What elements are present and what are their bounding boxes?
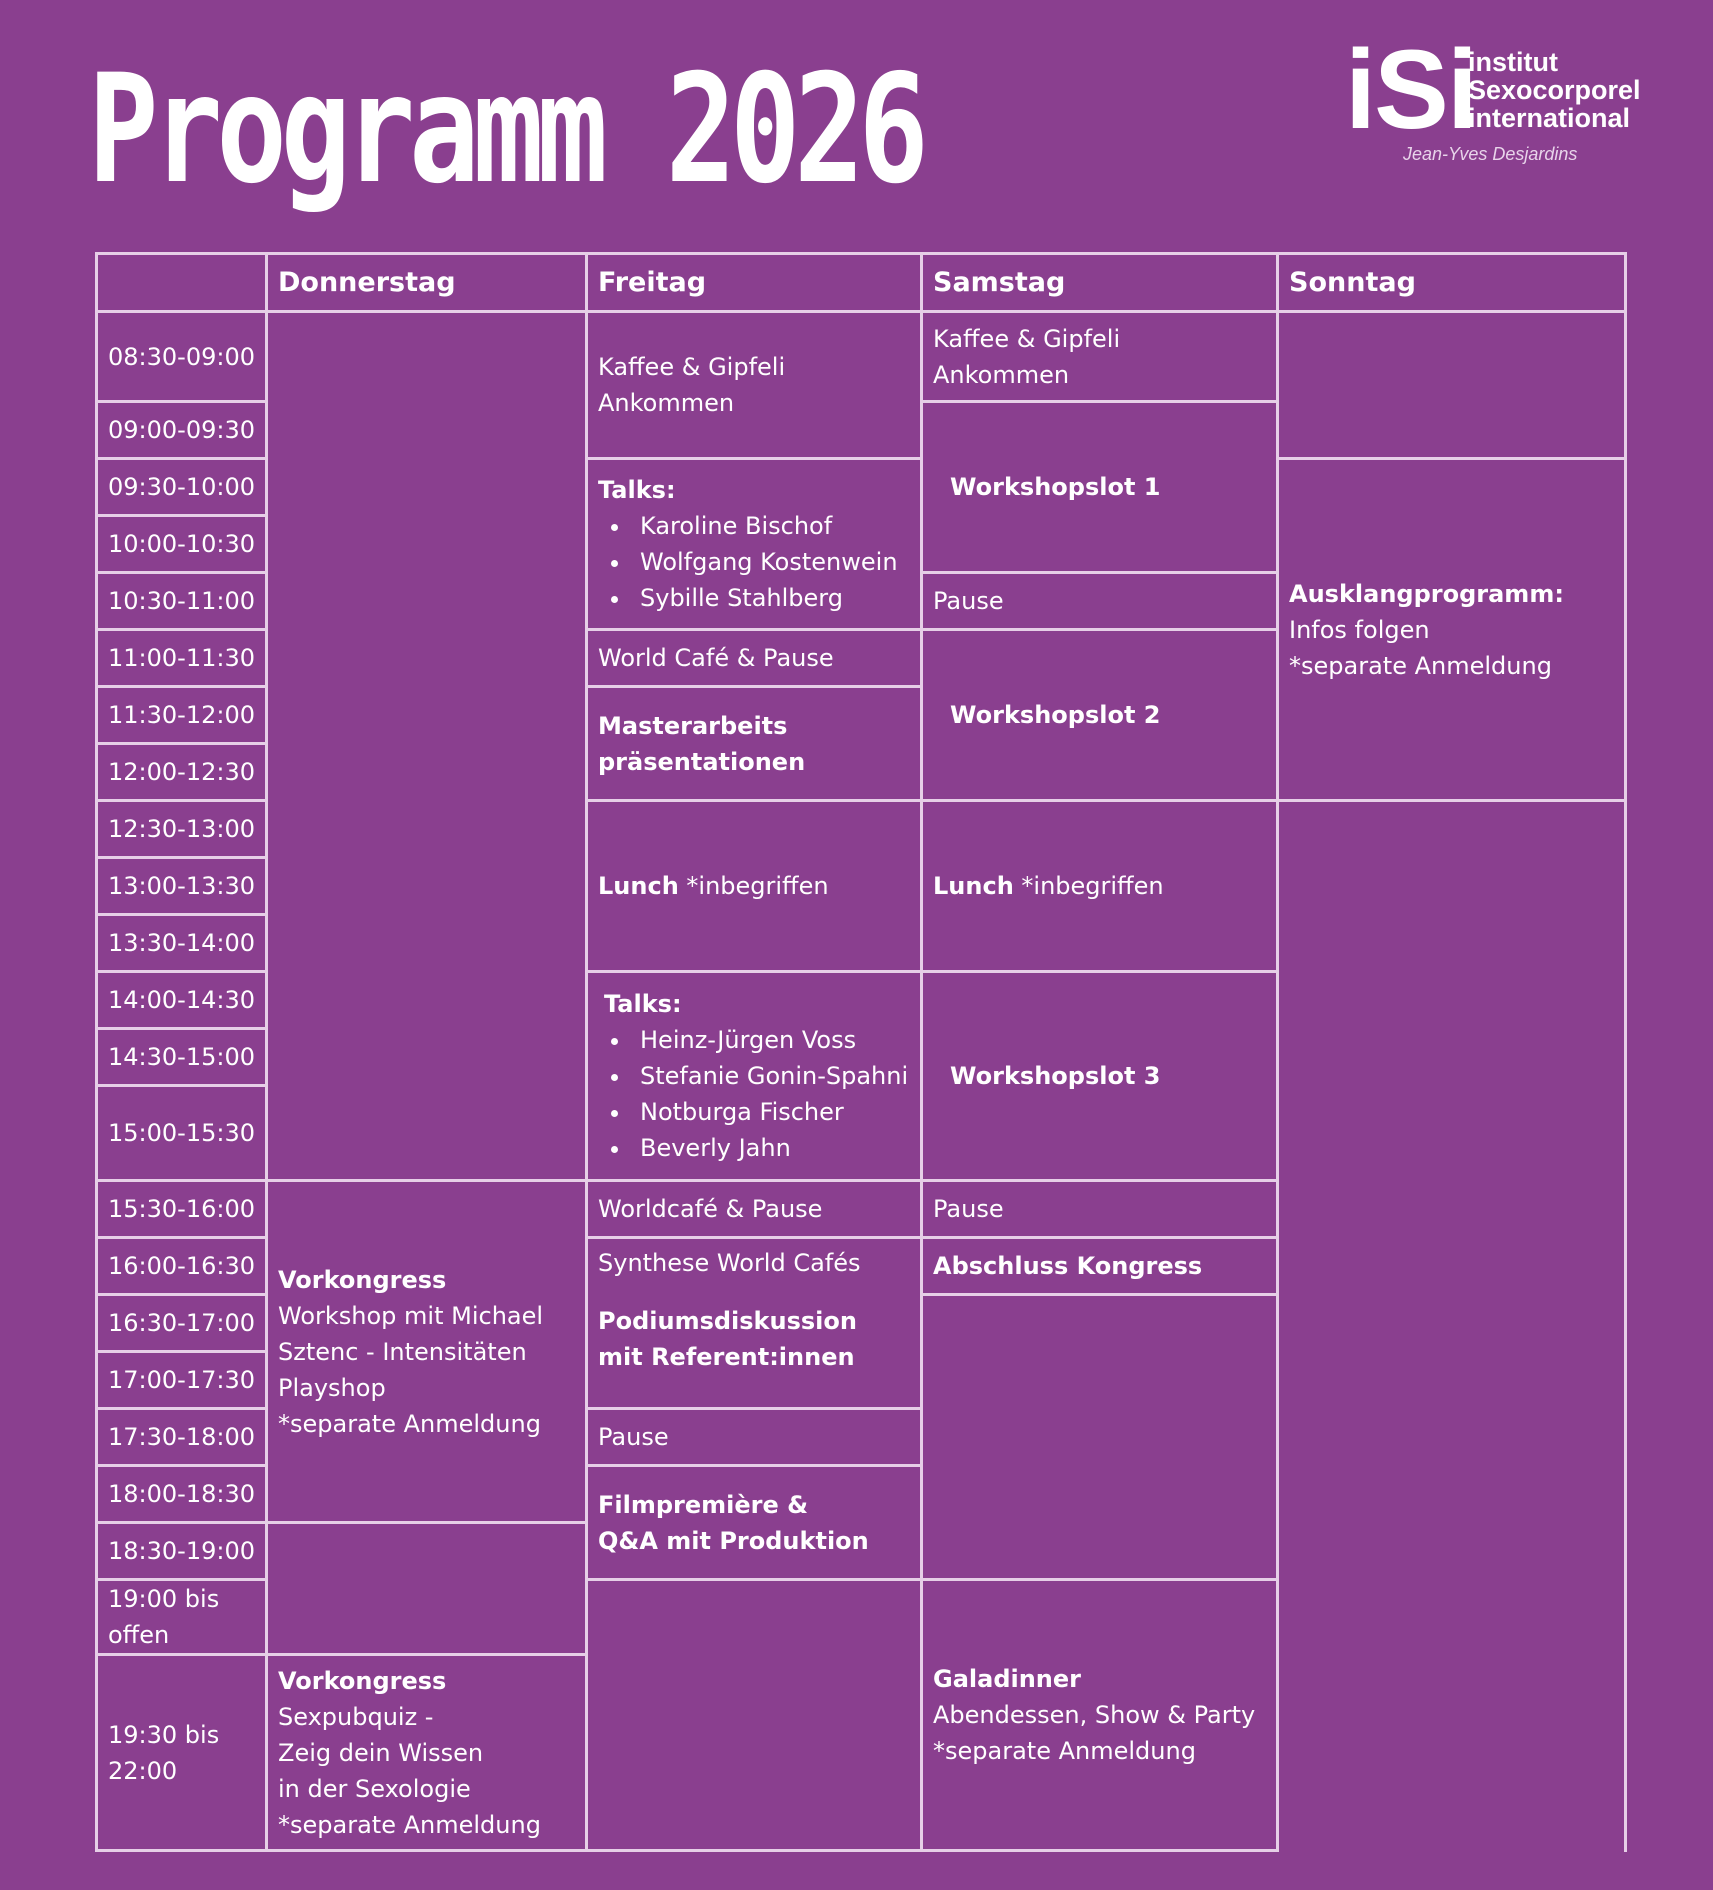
- header-row: [97, 254, 1626, 312]
- time-slot: 13:00-13:30: [97, 858, 267, 915]
- logo-line-1: institut: [1468, 47, 1558, 77]
- thursday-vorkongress-2-title: Vorkongress: [278, 1666, 447, 1695]
- saturday-gala: Galadinner Abendessen, Show & Party *separate Anmeldung: [922, 1580, 1278, 1851]
- logo-mark: iSi: [1345, 27, 1476, 152]
- time-slot: 17:00-17:30: [97, 1352, 267, 1409]
- time-slot: 18:30-19:00: [97, 1523, 267, 1580]
- saturday-lunch: Lunch *inbegriffen: [922, 801, 1278, 972]
- speaker: • Wolfgang Kostenwein: [632, 544, 910, 580]
- logo-line-3: international: [1468, 103, 1631, 133]
- time-slot: 11:00-11:30: [97, 630, 267, 687]
- schedule-table: [95, 252, 1627, 1852]
- time-slot: 13:30-14:00: [97, 915, 267, 972]
- friday-coffee: [587, 312, 922, 459]
- friday-talks-1: [587, 459, 922, 630]
- friday-lunch: Lunch *inbegriffen: [587, 801, 922, 972]
- friday-master: [587, 687, 922, 801]
- page-title: Programm 2026: [88, 43, 923, 217]
- speaker: • Beverly Jahn: [632, 1130, 910, 1166]
- saturday-empty-evening: [922, 1295, 1278, 1580]
- friday-film: [587, 1466, 922, 1580]
- time-slot: 10:30-11:00: [97, 573, 267, 630]
- friday-talks-2-title: Talks:: [604, 990, 682, 1018]
- saturday-coffee-line-1: Kaffee & Gipfeli: [933, 324, 1121, 353]
- thursday-empty-evening: [267, 1523, 587, 1655]
- isi-logo: [1345, 27, 1645, 170]
- saturday-pause-2: Pause: [922, 1181, 1278, 1238]
- speaker: • Sybille Stahlberg: [632, 580, 910, 616]
- time-column-header: [97, 254, 267, 312]
- friday-master-line-1: Masterarbeits: [598, 711, 788, 740]
- friday-coffee-line-2: Ankommen: [598, 389, 735, 417]
- saturday-coffee: [922, 312, 1278, 402]
- day-header-sunday: Sonntag: [1278, 254, 1626, 312]
- day-header-thursday: Donnerstag: [267, 254, 587, 312]
- sunday-ausklang-line-1: Infos folgen: [1289, 615, 1430, 644]
- friday-talks-1-speakers: [598, 508, 910, 616]
- time-slot: 09:30-10:00: [97, 459, 267, 516]
- time-slot: 14:30-15:00: [97, 1029, 267, 1086]
- thursday-vorkongress-2: Vorkongress Sexpubquiz - Zeig dein Wissen in der Sexologie *separate Anmeldung: [267, 1655, 587, 1851]
- friday-master-line-2: präsentationen: [598, 747, 806, 776]
- time-slot: 12:30-13:00: [97, 801, 267, 858]
- speaker: • Stefanie Gonin-Spahni: [632, 1058, 910, 1094]
- friday-pause: Pause: [587, 1409, 922, 1466]
- friday-synthese-podium: [587, 1238, 922, 1409]
- friday-synthese: Synthese World Cafés: [598, 1249, 861, 1277]
- speaker: • Heinz-Jürgen Voss: [632, 1022, 910, 1058]
- saturday-abschluss: Abschluss Kongress: [922, 1238, 1278, 1295]
- sunday-ausklang: [1278, 459, 1626, 801]
- sunday-ausklang-line-2: *separate Anmeldung: [1289, 651, 1552, 680]
- table-row: [97, 1181, 1626, 1238]
- time-slot: 16:30-17:00: [97, 1295, 267, 1352]
- speaker: • Karoline Bischof: [632, 508, 910, 544]
- time-slot: 15:30-16:00: [97, 1181, 267, 1238]
- time-slot: 10:00-10:30: [97, 516, 267, 573]
- friday-film-line-1: Filmpremière &: [598, 1490, 809, 1519]
- time-slot: 17:30-18:00: [97, 1409, 267, 1466]
- friday-world-cafe: World Café & Pause: [587, 630, 922, 687]
- friday-podium-line-1: Podiumsdiskussion: [598, 1307, 857, 1335]
- speaker: • Notburga Fischer: [632, 1094, 910, 1130]
- friday-talks-1-title: Talks:: [598, 476, 676, 504]
- saturday-pause-1: Pause: [922, 573, 1278, 630]
- friday-talks-2: [587, 972, 922, 1181]
- table-row: [97, 312, 1626, 402]
- saturday-workshop-3: Workshopslot 3: [922, 972, 1278, 1181]
- friday-talks-2-speakers: [598, 1022, 910, 1166]
- friday-empty-evening: [587, 1580, 922, 1851]
- time-slot: 18:00-18:30: [97, 1466, 267, 1523]
- friday-worldcafe-pause: Worldcafé & Pause: [587, 1181, 922, 1238]
- sunday-empty-morning: [1278, 312, 1626, 459]
- friday-podium-line-2: mit Referent:innen: [598, 1343, 855, 1371]
- time-slot: 12:00-12:30: [97, 744, 267, 801]
- time-slot: 08:30-09:00: [97, 312, 267, 402]
- thursday-vorkongress-1: Vorkongress Workshop mit Michael Sztenc - Intensitäten Playshop *separate Anmeldung: [267, 1181, 587, 1523]
- time-slot: 11:30-12:00: [97, 687, 267, 744]
- time-slot: 19:30 bis 22:00: [97, 1655, 267, 1851]
- saturday-gala-title: Galadinner: [933, 1665, 1082, 1693]
- day-header-saturday: Samstag: [922, 254, 1278, 312]
- time-slot: 19:00 bis offen: [97, 1580, 267, 1655]
- day-header-friday: Freitag: [587, 254, 922, 312]
- time-slot: 09:00-09:30: [97, 402, 267, 459]
- thursday-vorkongress-1-title: Vorkongress: [278, 1265, 447, 1294]
- sunday-ausklang-title: Ausklangprogramm:: [1289, 579, 1564, 608]
- saturday-coffee-line-2: Ankommen: [933, 360, 1070, 389]
- friday-film-line-2: Q&A mit Produktion: [598, 1526, 869, 1555]
- logo-subtitle: Jean-Yves Desjardins: [1403, 144, 1578, 164]
- saturday-workshop-1: Workshopslot 1: [922, 402, 1278, 573]
- time-slot: 14:00-14:30: [97, 972, 267, 1029]
- time-slot: 15:00-15:30: [97, 1086, 267, 1181]
- logo-text: [1468, 48, 1641, 132]
- thursday-empty-morning: [267, 312, 587, 1181]
- logo-line-2: Sexocorporel: [1468, 75, 1641, 105]
- time-slot: 16:00-16:30: [97, 1238, 267, 1295]
- friday-coffee-line-1: Kaffee & Gipfeli: [598, 353, 786, 381]
- saturday-workshop-2: Workshopslot 2: [922, 630, 1278, 801]
